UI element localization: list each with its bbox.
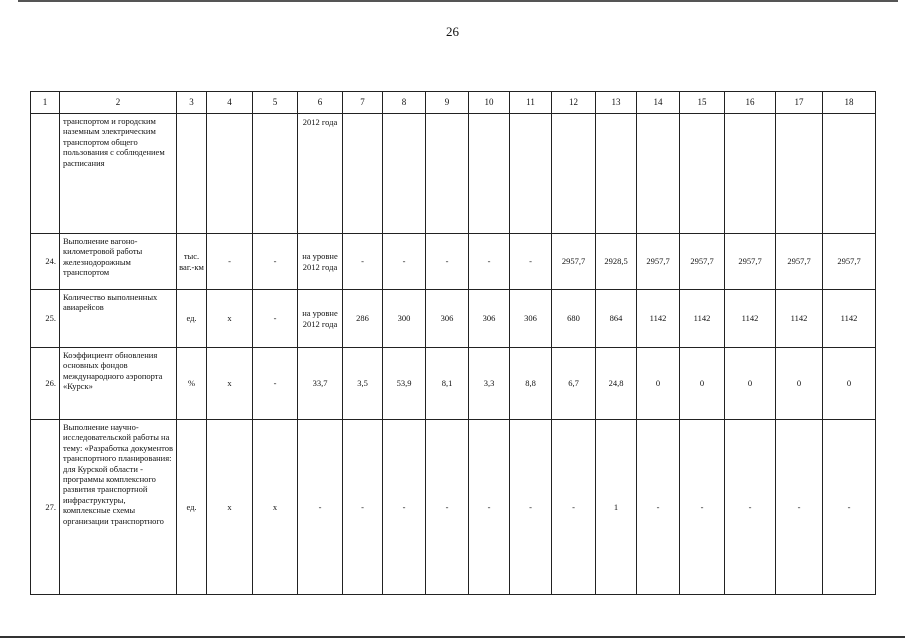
unit-cell: ед.: [177, 290, 207, 348]
year-value-cell: 2957,7: [637, 234, 680, 290]
year-value-cell: [426, 114, 469, 234]
header-cell: 16: [725, 92, 776, 114]
header-cell: 4: [207, 92, 253, 114]
year-value-cell: 53,9: [383, 348, 426, 420]
baseline-cell: 33,7: [298, 348, 343, 420]
year-value-cell: 0: [725, 348, 776, 420]
row-number-cell: [31, 114, 60, 234]
baseline-cell: 2012 года: [298, 114, 343, 234]
header-cell: 18: [823, 92, 876, 114]
year-value-cell: 0: [823, 348, 876, 420]
year-value-cell: -: [426, 234, 469, 290]
year-value-cell: -: [469, 234, 510, 290]
year-value-cell: 2957,7: [823, 234, 876, 290]
table-row: [31, 114, 876, 234]
header-cell: 10: [469, 92, 510, 114]
scan-bottom-border: [0, 636, 905, 638]
indicator-table: [30, 91, 876, 595]
year-value-cell: 1142: [776, 290, 823, 348]
header-cell: 3: [177, 92, 207, 114]
unit-cell: тыс. ваг.-км: [177, 234, 207, 290]
year-value-cell: 3,3: [469, 348, 510, 420]
year-value-cell: [680, 114, 725, 234]
row-number-cell: 27.: [31, 420, 60, 595]
year-value-cell: [596, 114, 637, 234]
year-value-cell: -: [343, 234, 383, 290]
year-value-cell: [552, 114, 596, 234]
year-value-cell: [637, 114, 680, 234]
header-cell: 6: [298, 92, 343, 114]
scan-top-border: [18, 0, 898, 2]
year-value-cell: 306: [510, 290, 552, 348]
header-cell: 9: [426, 92, 469, 114]
header-cell: 17: [776, 92, 823, 114]
indicator-name-cell: Выполнение вагоно-километровой работы железнодорожным транспортом: [60, 234, 177, 290]
base-value-cell: [207, 114, 253, 234]
table-row: [31, 234, 876, 290]
year-value-cell: -: [383, 420, 426, 595]
year-value-cell: 6,7: [552, 348, 596, 420]
header-cell: 2: [60, 92, 177, 114]
table-row: [31, 348, 876, 420]
indicator-name-cell: транспортом и городским наземным электрическим транспортом общего пользования с соблюдением расписания: [60, 114, 177, 234]
year-value-cell: [383, 114, 426, 234]
year-value-cell: 24,8: [596, 348, 637, 420]
unit-cell: %: [177, 348, 207, 420]
indicator-name-cell: Количество выполненных авиарейсов: [60, 290, 177, 348]
baseline-cell: на уровне 2012 года: [298, 234, 343, 290]
year-value-cell: -: [469, 420, 510, 595]
year-value-cell: -: [426, 420, 469, 595]
table-header-row: [31, 92, 876, 114]
header-cell: 7: [343, 92, 383, 114]
header-cell: 5: [253, 92, 298, 114]
year-value-cell: 2928,5: [596, 234, 637, 290]
row-number-cell: 25.: [31, 290, 60, 348]
year-value-cell: 0: [776, 348, 823, 420]
year-value-cell: 306: [426, 290, 469, 348]
year-value-cell: -: [680, 420, 725, 595]
unit-cell: [177, 114, 207, 234]
year-value-cell: [823, 114, 876, 234]
year-value-cell: -: [552, 420, 596, 595]
header-cell: 11: [510, 92, 552, 114]
base-value-cell: х: [207, 348, 253, 420]
header-cell: 8: [383, 92, 426, 114]
year-value-cell: 8,1: [426, 348, 469, 420]
table-row: [31, 420, 876, 595]
indicator-name-cell: Выполнение научно-исследовательской работы на тему: «Разработка документов транспортного планирования: для Курской области - программы комплексного развития транспортной инфраструктуры, комплексные схемы организации транспортного: [60, 420, 177, 595]
year-value-cell: 2957,7: [680, 234, 725, 290]
year-value-cell: 3,5: [343, 348, 383, 420]
year-value-cell: 1142: [823, 290, 876, 348]
page-number: 26: [446, 24, 459, 39]
year-value-cell: 0: [637, 348, 680, 420]
indicator-name-cell: Коэффициент обновления основных фондов международного аэропорта «Курск»: [60, 348, 177, 420]
year-value-cell: 1142: [680, 290, 725, 348]
header-cell: 1: [31, 92, 60, 114]
row-number-cell: 24.: [31, 234, 60, 290]
year-value-cell: 2957,7: [725, 234, 776, 290]
year-value-cell: [776, 114, 823, 234]
year-value-cell: 1142: [725, 290, 776, 348]
header-cell: 12: [552, 92, 596, 114]
year-value-cell: 680: [552, 290, 596, 348]
header-cell: 13: [596, 92, 637, 114]
year-value-cell: 1: [596, 420, 637, 595]
year-value-cell: -: [343, 420, 383, 595]
year-value-cell: -: [510, 234, 552, 290]
year-value-cell: [510, 114, 552, 234]
year-value-cell: 2957,7: [776, 234, 823, 290]
year-value-cell: [469, 114, 510, 234]
base-value-cell: -: [207, 234, 253, 290]
baseline-cell: на уровне 2012 года: [298, 290, 343, 348]
year-value-cell: -: [725, 420, 776, 595]
base-value-cell: -: [253, 234, 298, 290]
header-cell: 15: [680, 92, 725, 114]
base-value-cell: -: [253, 348, 298, 420]
year-value-cell: -: [823, 420, 876, 595]
year-value-cell: [343, 114, 383, 234]
year-value-cell: 1142: [637, 290, 680, 348]
year-value-cell: 864: [596, 290, 637, 348]
year-value-cell: 306: [469, 290, 510, 348]
year-value-cell: -: [383, 234, 426, 290]
year-value-cell: -: [510, 420, 552, 595]
year-value-cell: -: [776, 420, 823, 595]
year-value-cell: 8,8: [510, 348, 552, 420]
base-value-cell: х: [253, 420, 298, 595]
row-number-cell: 26.: [31, 348, 60, 420]
year-value-cell: 300: [383, 290, 426, 348]
year-value-cell: 0: [680, 348, 725, 420]
year-value-cell: 2957,7: [552, 234, 596, 290]
base-value-cell: х: [207, 290, 253, 348]
base-value-cell: х: [207, 420, 253, 595]
table-row: [31, 290, 876, 348]
year-value-cell: 286: [343, 290, 383, 348]
baseline-cell: -: [298, 420, 343, 595]
header-cell: 14: [637, 92, 680, 114]
base-value-cell: [253, 114, 298, 234]
unit-cell: ед.: [177, 420, 207, 595]
year-value-cell: -: [637, 420, 680, 595]
base-value-cell: -: [253, 290, 298, 348]
year-value-cell: [725, 114, 776, 234]
